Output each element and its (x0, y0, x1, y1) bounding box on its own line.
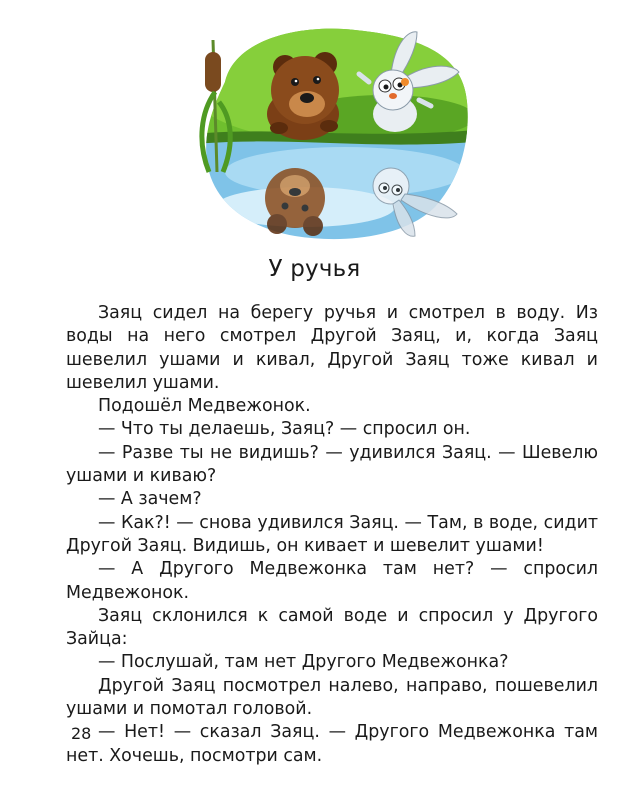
paragraph: — Что ты делаешь, Заяц? — спросил он. (98, 419, 471, 440)
paragraph: Заяц склонился к самой воде и спросил у Другого Зайца: (66, 605, 598, 650)
story-text (66, 302, 598, 768)
page-number: 28 (71, 724, 92, 743)
paragraph: — Послушай, там нет Другого Медвежонка? (98, 652, 509, 673)
bear-cub (267, 52, 339, 140)
paragraph: Другой Заяц посмотрел налево, направо, пошевелил ушами и помотал головой. (66, 675, 598, 720)
paragraph: — А Другого Медвежонка там нет? — спросил Медвежонок. (66, 559, 598, 603)
paragraph: — А зачем? (98, 489, 202, 510)
paragraph: Заяц сидел на берегу ручья и смотрел в воду. Из воды на него смотрел Другой Заяц, и, когда Заяц шевелил ушами и кивал, Другой Заяц тоже кивал и шевелил ушами. (66, 303, 598, 393)
bear-and-hare-illustration (195, 22, 475, 244)
story-title: У ручья (268, 256, 361, 282)
paragraph: — Нет! — сказал Заяц. — Другого Медвежонка там нет. Хочешь, посмотри сам. (66, 722, 598, 766)
paragraph: — Разве ты не видишь? — удивился Заяц. — Шевелю ушами и киваю? (66, 442, 598, 487)
paragraph: — Как?! — снова удивился Заяц. — Там, в воде, сидит Другой Заяц. Видишь, он кивает и шевелит ушами! (66, 512, 598, 556)
paragraph: Подошёл Медвежонок. (98, 396, 311, 417)
bear-reflection (265, 168, 325, 236)
